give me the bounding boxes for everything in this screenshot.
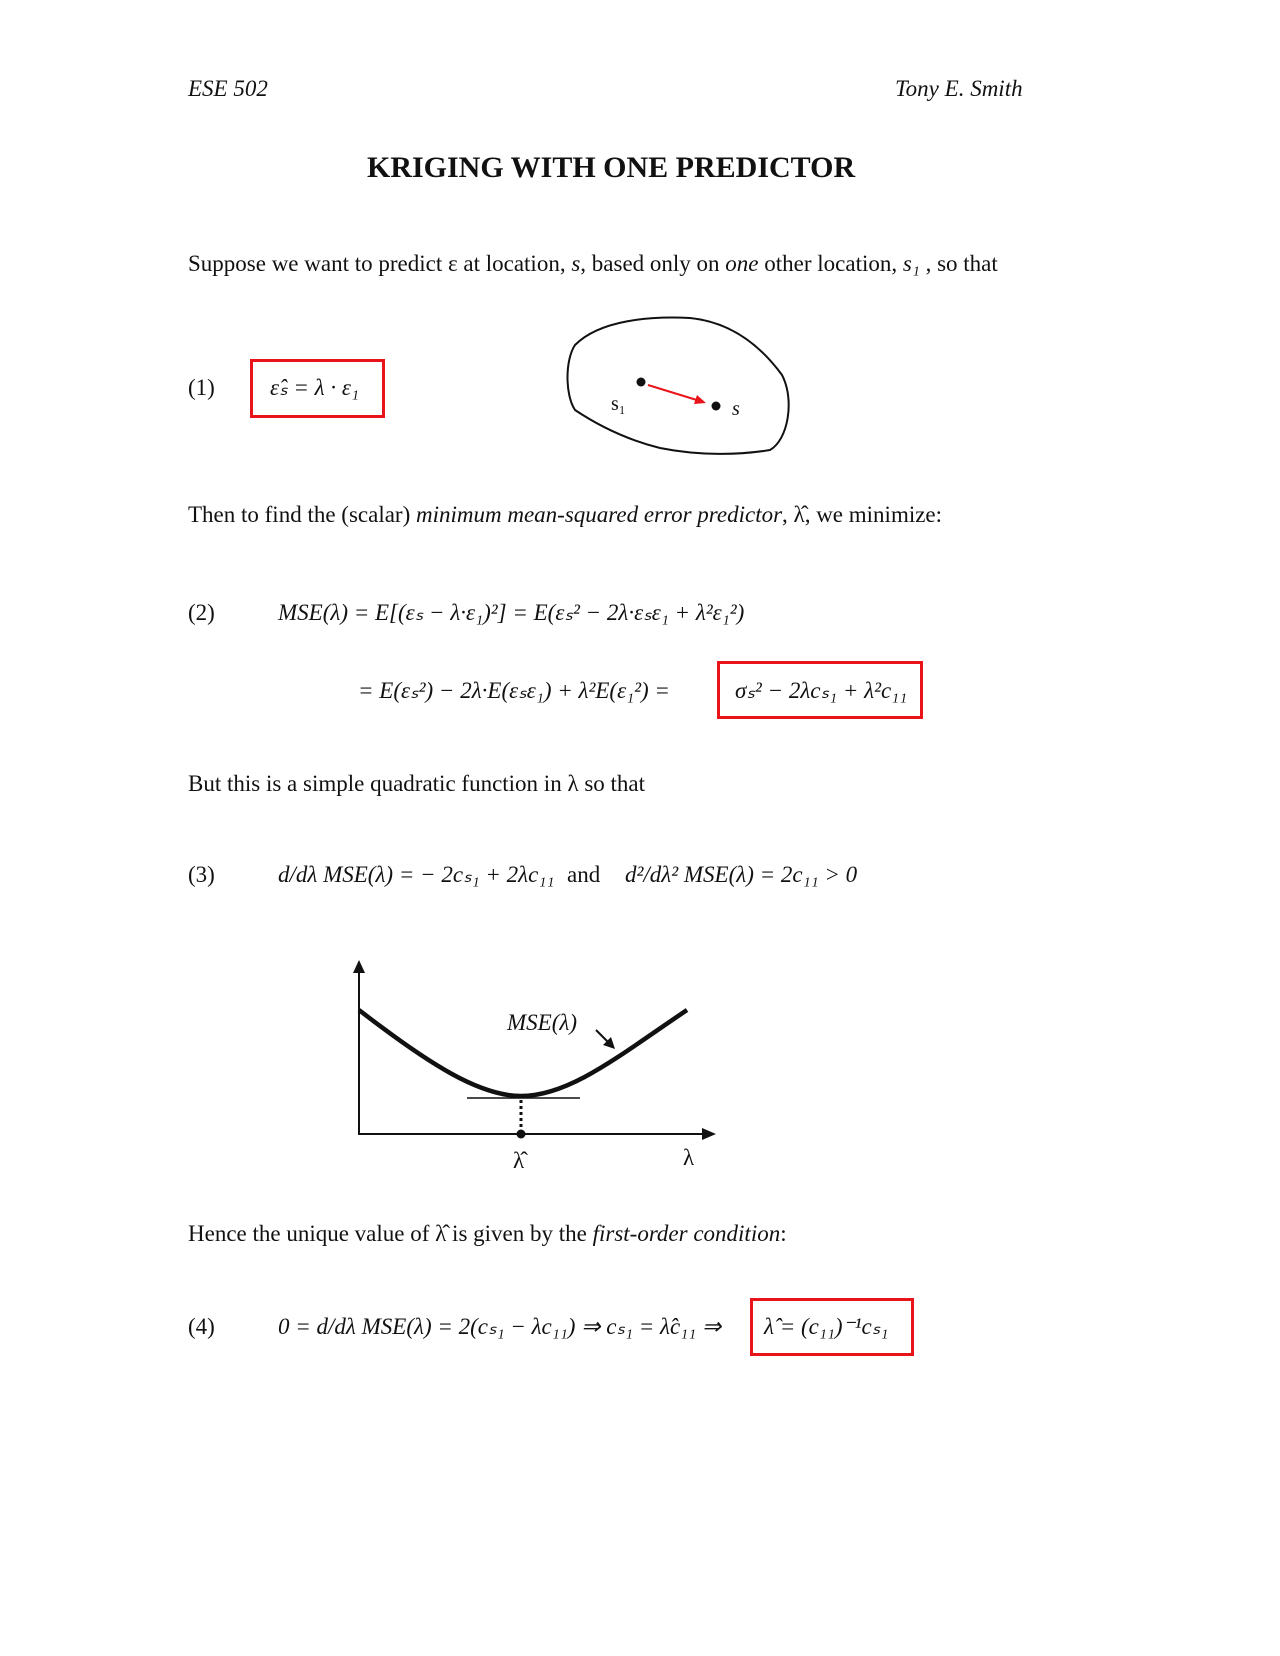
point-s1 (637, 378, 646, 387)
equation-2-line2: = E(εₛ²) − 2λ·E(εₛε₁) + λ²E(ε₁²) = (358, 678, 670, 703)
equation-1: ε̂ₛ = λ · ε₁ (270, 375, 359, 400)
text: s₁ (902, 251, 920, 276)
page-title: KRIGING WITH ONE PREDICTOR (367, 151, 856, 184)
text: , based only on (580, 251, 726, 276)
text: , so that (919, 251, 998, 276)
min-point (517, 1130, 526, 1139)
text: Suppose we want to predict ε at location, (188, 251, 572, 276)
text: other location, (758, 251, 903, 276)
text: , λ̂, we minimize: (782, 502, 943, 527)
equation-4-number: (4) (188, 1314, 215, 1339)
equation-2-line1: MSE(λ) = E[(εₛ − λ·ε₁)²] = E(εₛ² − 2λ·εₛε₁ + λ²ε₁²) (278, 600, 745, 625)
red-arrow-head (694, 395, 706, 404)
equation-4: 0 = d/dλ MSE(λ) = 2(cₛ₁ − λc₁₁) ⇒ cₛ₁ = λ̂c₁₁ ⇒ (278, 1314, 722, 1339)
equation-3-number: (3) (188, 862, 215, 887)
red-arrow (648, 385, 700, 401)
text: Hence the unique value of λ̂ is given by the (188, 1221, 593, 1246)
label-s: s (732, 398, 740, 420)
paragraph-quadratic: But this is a simple quadratic function in λ so that (188, 771, 646, 796)
equation-3-first-derivative: d/dλ MSE(λ) = − 2cₛ₁ + 2λc₁₁ (278, 862, 555, 887)
equation-4-boxed: λ̂ = (c₁₁)⁻¹cₛ₁ (764, 1314, 889, 1339)
equation-3-and: and (567, 862, 601, 887)
text: one (725, 251, 759, 276)
text: minimum mean-squared error predictor (416, 502, 783, 527)
header-author: Tony E. Smith (895, 76, 1023, 101)
graph-min-label: λ̂ (513, 1148, 525, 1173)
label-s1: s₁ (611, 393, 626, 415)
paragraph-minimize (188, 502, 942, 528)
equation-3-second-derivative: d²/dλ² MSE(λ) = 2c₁₁ > 0 (625, 862, 858, 887)
region-outline (568, 318, 789, 454)
x-axis-arrow (702, 1128, 716, 1140)
paragraph-first-order (188, 1221, 787, 1247)
header-course: ESE 502 (188, 76, 268, 101)
equation-2-number: (2) (188, 600, 215, 625)
text: : (780, 1221, 787, 1246)
equation-1-number: (1) (188, 375, 215, 400)
point-s (712, 402, 721, 411)
y-axis-arrow (353, 960, 365, 973)
text: Then to find the (scalar) (188, 502, 416, 527)
graph-curve-label: MSE(λ) (507, 1010, 577, 1035)
text: first-order condition (592, 1221, 781, 1246)
graph-axis-label: λ (683, 1145, 695, 1170)
text: s (571, 251, 581, 276)
equation-2-boxed: σₛ² − 2λcₛ₁ + λ²c₁₁ (735, 678, 908, 703)
